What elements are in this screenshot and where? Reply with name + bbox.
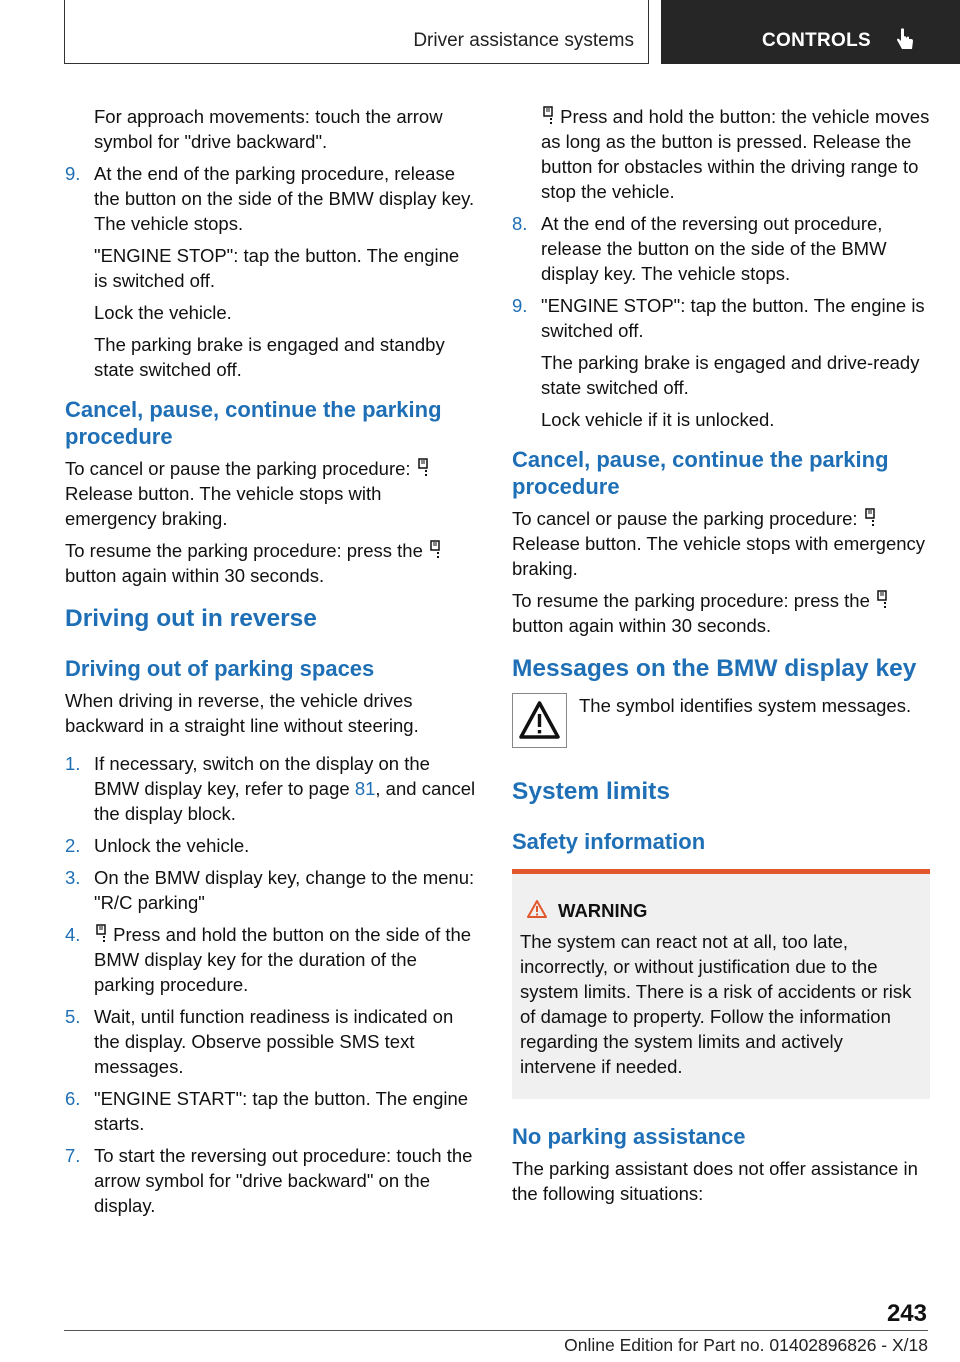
paragraph-cancel xyxy=(512,506,930,581)
list-number: 5. xyxy=(65,1006,81,1027)
left-column xyxy=(65,104,477,1225)
footer-divider xyxy=(64,1330,864,1331)
resume-text-2: button again within 30 seconds. xyxy=(65,565,325,586)
list-text: Wait, until function readiness is indicated on the display. Observe possible SMS text messages. xyxy=(94,1006,454,1077)
paragraph-approach: For approach movements: touch the arrow symbol for "drive backward". xyxy=(94,106,443,152)
hand-pointer-icon xyxy=(894,27,916,53)
list-item xyxy=(65,1086,477,1136)
list-text: If necessary, switch on the display on the BMW display key, refer to page xyxy=(94,753,430,799)
display-key-button-icon xyxy=(541,106,555,126)
warning-triangle-icon xyxy=(513,694,566,747)
list-text: "ENGINE STOP": tap the button. The engine is switched off. xyxy=(541,295,925,341)
display-key-button-icon xyxy=(863,508,877,528)
list-number: 3. xyxy=(65,867,81,888)
paragraph-cancel xyxy=(65,456,477,531)
paragraph-lock: Lock vehicle if it is unlocked. xyxy=(541,409,775,430)
list-text: "ENGINE START": tap the button. The engine starts. xyxy=(94,1088,469,1134)
cancel-text-2: Release button. The vehicle stops with emergency braking. xyxy=(65,483,382,529)
warning-text: The system can react not at all, too late, incorrectly, or without justification due to the system limits. There is a risk of accidents or risk of damage to property. Follow the information regarding the system limits and actively intervene if needed. xyxy=(520,931,912,1077)
heading-out-spaces: Driving out of parking spaces xyxy=(65,656,375,681)
list-item xyxy=(512,293,930,343)
list-number: 4. xyxy=(65,924,81,945)
list-text: Press and hold the button on the side of the BMW display key for the duration of the parking procedure. xyxy=(94,924,472,995)
list-text: To start the reversing out procedure: touch the arrow symbol for "drive backward" on the display. xyxy=(94,1145,473,1216)
cancel-text: To cancel or pause the parking procedure: xyxy=(512,508,858,529)
display-key-button-icon xyxy=(416,458,430,478)
page-link[interactable]: 81 xyxy=(354,778,376,799)
list-number: 8. xyxy=(512,213,528,234)
list-number: 2. xyxy=(65,835,81,856)
paragraph-press-hold xyxy=(512,104,930,204)
heading-messages: Messages on the BMW display key xyxy=(512,655,917,682)
list-number: 9. xyxy=(512,295,528,316)
paragraph-engine-stop: "ENGINE STOP": tap the button. The engine is switched off. xyxy=(94,245,460,291)
paragraph-lock: Lock the vehicle. xyxy=(94,302,232,323)
warning-title xyxy=(520,898,922,923)
list-item xyxy=(65,1143,477,1218)
list-item xyxy=(65,1004,477,1079)
display-key-button-icon xyxy=(94,924,108,944)
resume-text: To resume the parking procedure: press the xyxy=(65,540,423,561)
footer-edition: Online Edition for Part no. 01402896826 - X/18 xyxy=(564,1335,928,1355)
paragraph-reverse: When driving in reverse, the vehicle drives backward in a straight line without steering. xyxy=(65,690,419,736)
list-text: , and cancel the display block. xyxy=(94,778,476,824)
message-symbol-row xyxy=(512,693,930,751)
list-item xyxy=(65,751,477,826)
footer-divider xyxy=(864,1330,928,1331)
heading-limits: System limits xyxy=(512,778,670,805)
paragraph-brake: The parking brake is engaged and drive-ready state switched off. xyxy=(541,352,920,398)
resume-text-2: button again within 30 seconds. xyxy=(512,615,772,636)
list-text: At the end of the reversing out procedure, release the button on the side of the BMW display key. The vehicle stops. xyxy=(541,213,887,284)
list-number: 7. xyxy=(65,1145,81,1166)
warning-triangle-icon xyxy=(526,899,548,919)
heading-reverse: Driving out in reverse xyxy=(65,605,317,632)
heading-cancel: Cancel, pause, continue the parking procedure xyxy=(65,397,442,449)
header-chapter-tab xyxy=(661,0,960,64)
header-section-title: Driver assistance systems xyxy=(413,30,634,51)
list-item xyxy=(65,833,477,858)
heading-cancel: Cancel, pause, continue the parking procedure xyxy=(512,447,889,499)
warning-box xyxy=(512,869,930,1099)
header-chapter-title: CONTROLS xyxy=(762,30,872,51)
list-text: Unlock the vehicle. xyxy=(94,835,250,856)
resume-text: To resume the parking procedure: press the xyxy=(512,590,870,611)
page-number: 243 xyxy=(886,1300,927,1327)
paragraph-resume xyxy=(512,588,930,638)
list-number: 1. xyxy=(65,753,81,774)
right-column xyxy=(512,104,930,1213)
message-symbol-text: The symbol identifies system messages. xyxy=(579,695,912,716)
press-hold-text: Press and hold the button: the vehicle moves as long as the button is pressed. Release the button for obstacles within the driving range to stop the vehicle. xyxy=(541,106,930,202)
paragraph-brake: The parking brake is engaged and standby state switched off. xyxy=(94,334,445,380)
display-key-button-icon xyxy=(428,540,442,560)
list-item xyxy=(65,161,477,236)
cancel-text-2: Release button. The vehicle stops with emergency braking. xyxy=(512,533,926,579)
display-key-button-icon xyxy=(875,590,889,610)
warning-symbol-box xyxy=(512,693,567,748)
list-item xyxy=(65,922,477,997)
cancel-text: To cancel or pause the parking procedure: xyxy=(65,458,411,479)
list-text: At the end of the parking procedure, release the button on the side of the BMW display key. The vehicle stops. xyxy=(94,163,475,234)
paragraph-resume xyxy=(65,538,477,588)
list-number: 6. xyxy=(65,1088,81,1109)
heading-no-assist: No parking assistance xyxy=(512,1124,746,1149)
list-text: On the BMW display key, change to the menu: "R/C parking" xyxy=(94,867,475,913)
header-section-box xyxy=(64,0,649,64)
paragraph-no-assist: The parking assistant does not offer assistance in the following situations: xyxy=(512,1158,918,1204)
list-number: 9. xyxy=(65,163,81,184)
heading-safety: Safety information xyxy=(512,829,706,854)
list-item xyxy=(65,865,477,915)
list-item xyxy=(512,211,930,286)
warning-title-text: WARNING xyxy=(558,900,648,921)
